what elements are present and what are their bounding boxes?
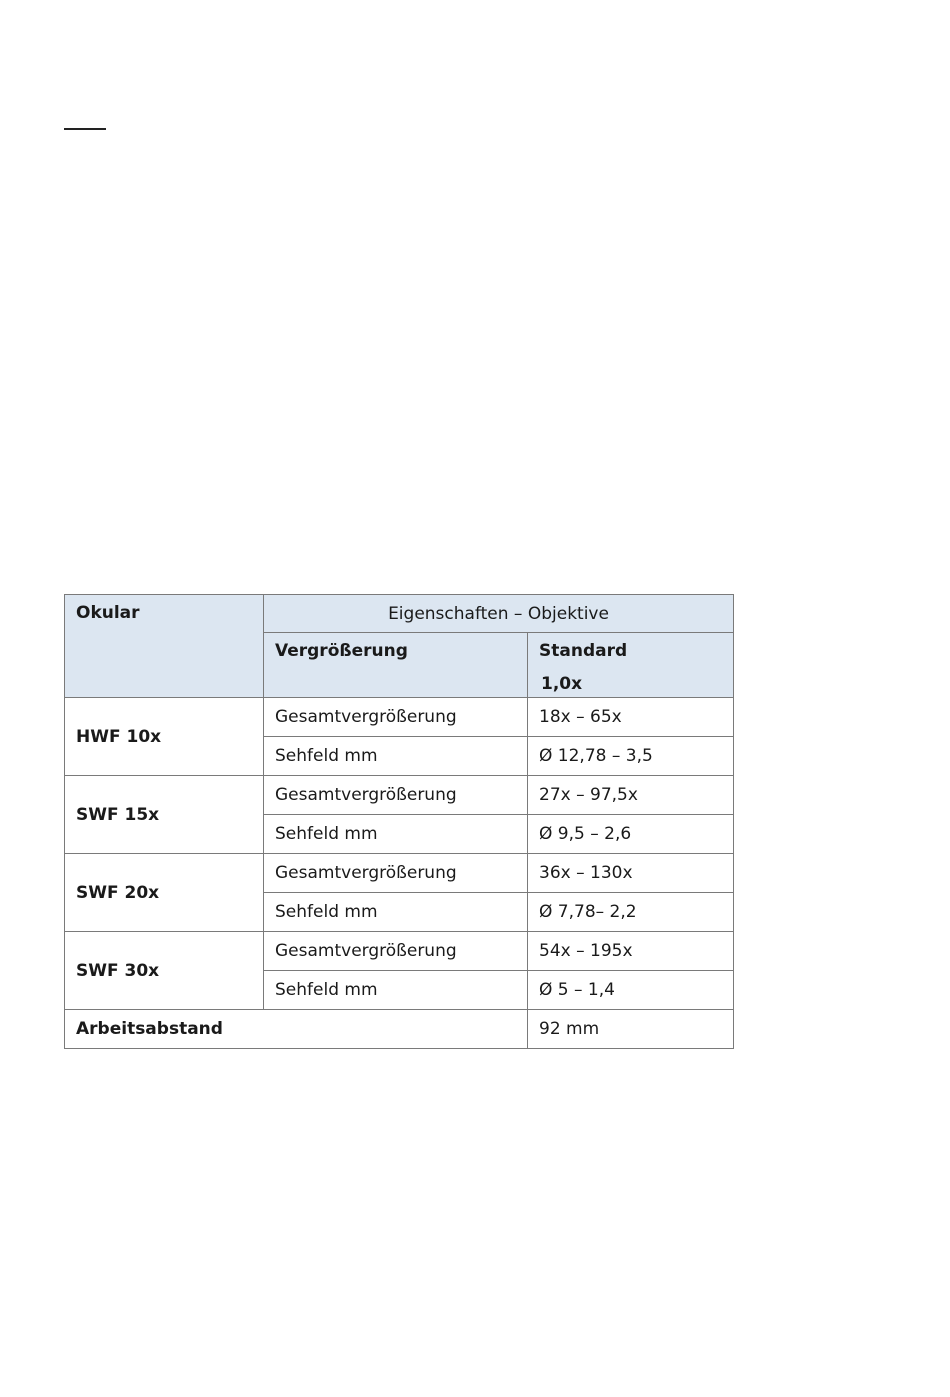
header-standard-magnification: 1,0x bbox=[541, 674, 583, 694]
field-of-view-label: Sehfeld mm bbox=[264, 971, 528, 1010]
top-rule bbox=[64, 128, 106, 130]
table-row-footer bbox=[65, 1010, 734, 1049]
header-standard-label: Standard bbox=[539, 641, 628, 661]
header-group: Eigenschaften – Objektive bbox=[264, 595, 734, 633]
specification-table bbox=[64, 594, 734, 1049]
total-magnification-value: 18x – 65x bbox=[528, 698, 734, 737]
header-vergroesserung: Vergrößerung bbox=[264, 633, 528, 698]
table-row bbox=[65, 698, 734, 737]
field-of-view-value: Ø 5 – 1,4 bbox=[528, 971, 734, 1010]
field-of-view-value: Ø 9,5 – 2,6 bbox=[528, 815, 734, 854]
header-standard bbox=[528, 633, 734, 698]
field-of-view-label: Sehfeld mm bbox=[264, 893, 528, 932]
total-magnification-label: Gesamtvergrößerung bbox=[264, 698, 528, 737]
eyepiece-cell: SWF 20x bbox=[65, 854, 264, 932]
table-row bbox=[65, 932, 734, 971]
table-row bbox=[65, 776, 734, 815]
header-okular: Okular bbox=[65, 595, 264, 698]
working-distance-value: 92 mm bbox=[528, 1010, 734, 1049]
table-row bbox=[65, 854, 734, 893]
field-of-view-value: Ø 7,78– 2,2 bbox=[528, 893, 734, 932]
eyepiece-cell: SWF 15x bbox=[65, 776, 264, 854]
field-of-view-value: Ø 12,78 – 3,5 bbox=[528, 737, 734, 776]
total-magnification-value: 54x – 195x bbox=[528, 932, 734, 971]
total-magnification-label: Gesamtvergrößerung bbox=[264, 932, 528, 971]
working-distance-label: Arbeitsabstand bbox=[65, 1010, 528, 1049]
eyepiece-cell: SWF 30x bbox=[65, 932, 264, 1010]
field-of-view-label: Sehfeld mm bbox=[264, 815, 528, 854]
eyepiece-cell: HWF 10x bbox=[65, 698, 264, 776]
total-magnification-label: Gesamtvergrößerung bbox=[264, 776, 528, 815]
field-of-view-label: Sehfeld mm bbox=[264, 737, 528, 776]
total-magnification-value: 27x – 97,5x bbox=[528, 776, 734, 815]
total-magnification-value: 36x – 130x bbox=[528, 854, 734, 893]
total-magnification-label: Gesamtvergrößerung bbox=[264, 854, 528, 893]
